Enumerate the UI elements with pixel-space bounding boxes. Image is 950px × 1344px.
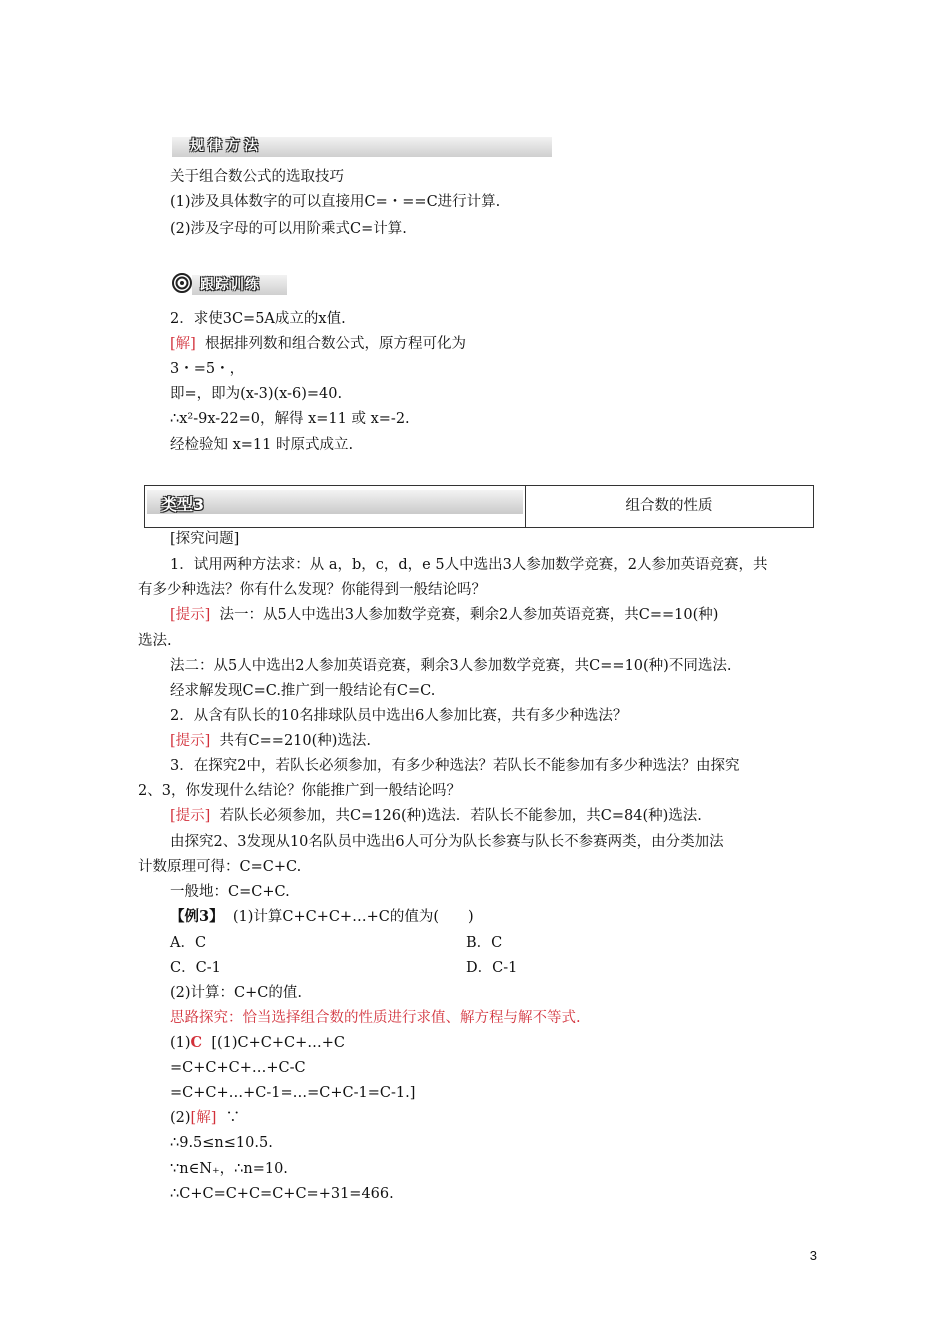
hint1-method2: 法二：从5人中选出2人参加英语竞赛，剩余3人参加数学竞赛，共C==10(种)不同选法.: [170, 658, 732, 674]
solution-step-1: 3・=5・，: [170, 361, 245, 377]
example3-tag: 【例3】: [170, 908, 224, 925]
answer1-prefix: (1): [170, 1035, 191, 1051]
idea-line: [170, 1009, 581, 1027]
hint3-line: [170, 807, 702, 825]
option-a: A．C: [170, 935, 207, 951]
problem-2: 2．求使3C=5A成立的x值.: [170, 311, 346, 327]
answer1-text: [(1)C+C+C+…+C: [211, 1035, 345, 1051]
q1-line2: 有多少种选法？你有什么发现？你能得到一般结论吗？: [138, 582, 486, 598]
training-header: 跟踪训练: [200, 277, 260, 293]
general-conclusion: 一般地：C=C+C.: [170, 884, 290, 900]
answer2-line2: ∴9.5≤n≤10.5.: [170, 1135, 273, 1151]
hint1-first: 法一：从5人中选出3人参加数学竞赛，剩余2人参加英语竞赛，共C==10(种): [219, 607, 719, 623]
answer2-line3: ∵n∈N₊，∴n=10.: [170, 1161, 288, 1177]
method-line-3: (2)涉及字母的可以用阶乘式C=计算.: [170, 221, 407, 237]
target-icon: [172, 273, 192, 293]
solution-step-2: 即=，即为(x-3)(x-6)=40.: [170, 386, 343, 402]
page-number: 3: [809, 1248, 817, 1263]
solution-step-4: 经检验知 x=11 时原式成立.: [170, 437, 354, 453]
example3-part1: (1)计算C+C+C+…+C的值为( ): [232, 909, 474, 925]
solution-first: 根据排列数和组合数公式，原方程可化为: [205, 336, 467, 352]
hint1-conclusion: 经求解发现C=C.推广到一般结论有C=C.: [170, 683, 436, 699]
option-b: B．C: [466, 935, 503, 951]
type3-left-cell: [145, 486, 526, 527]
type3-tag: 类型3: [161, 495, 205, 514]
explore-heading: [探究问题]: [170, 531, 240, 547]
hint1-second: 选法.: [138, 633, 172, 649]
answer1-line3: =C+C+…+C-1=…=C+C-1=C-1.]: [170, 1085, 416, 1101]
q1-line1: 1．试用两种方法求：从 a，b，c，d，e 5人中选出3人参加数学竞赛，2人参加英语竞赛，共: [170, 557, 768, 573]
hint-tag: [提示]: [170, 607, 211, 623]
hint2-line: [170, 732, 371, 750]
idea-text: 恰当选择组合数的性质进行求值、解方程与解不等式.: [242, 1010, 581, 1026]
answer2-line: [170, 1109, 240, 1127]
method-header: 规律方法: [190, 138, 262, 154]
q3-line2: 2、3，你发现什么结论？你能推广到一般结论吗？: [138, 783, 461, 799]
option-d: D．C-1: [466, 960, 518, 976]
answer1-line2: =C+C+C+…+C-C: [170, 1060, 306, 1076]
conclusion3-line2: 计数原理可得：C=C+C.: [138, 859, 302, 875]
idea-label: 思路探究：: [170, 1010, 243, 1026]
q2: 2．从含有队长的10名排球队员中选出6人参加比赛，共有多少种选法？: [170, 708, 628, 724]
conclusion3-line1: 由探究2、3发现从10名队员中选出6人可分为队长参赛与队长不参赛两类，由分类加法: [170, 834, 724, 850]
hint3-text: 若队长必须参加，共C=126(种)选法．若队长不能参加，共C=84(种)选法.: [219, 808, 702, 824]
answer1-line: [170, 1034, 345, 1052]
answer2-tag: [解]: [190, 1110, 217, 1126]
example3-line: [170, 908, 474, 926]
method-line-1: 关于组合数公式的选取技巧: [170, 169, 344, 185]
hint1-line: [170, 606, 718, 624]
answer2-prefix: (2): [170, 1110, 191, 1126]
hint-tag: [提示]: [170, 808, 211, 824]
hint-tag: [提示]: [170, 733, 211, 749]
option-c: C．C-1: [170, 960, 221, 976]
solution-line: [170, 335, 466, 353]
hint2-text: 共有C==210(种)选法.: [219, 733, 372, 749]
type3-box: [144, 485, 814, 528]
answer2-text: ∵: [225, 1110, 241, 1126]
type3-title: 组合数的性质: [625, 498, 713, 514]
solution-tag: [解]: [170, 336, 196, 352]
example3-part2: (2)计算：C+C的值.: [170, 985, 302, 1001]
method-line-2: (1)涉及具体数字的可以直接用C=・==C进行计算.: [170, 194, 501, 210]
solution-step-3: ∴x²-9x-22=0，解得 x=11 或 x=-2.: [170, 411, 410, 427]
q3-line1: 3．在探究2中，若队长必须参加，有多少种选法？若队长不能参加有多少种选法？由探究: [170, 758, 740, 774]
answer1-letter: C: [190, 1034, 203, 1051]
answer2-line4: ∴C+C=C+C=C+C=+31=466.: [170, 1186, 394, 1202]
